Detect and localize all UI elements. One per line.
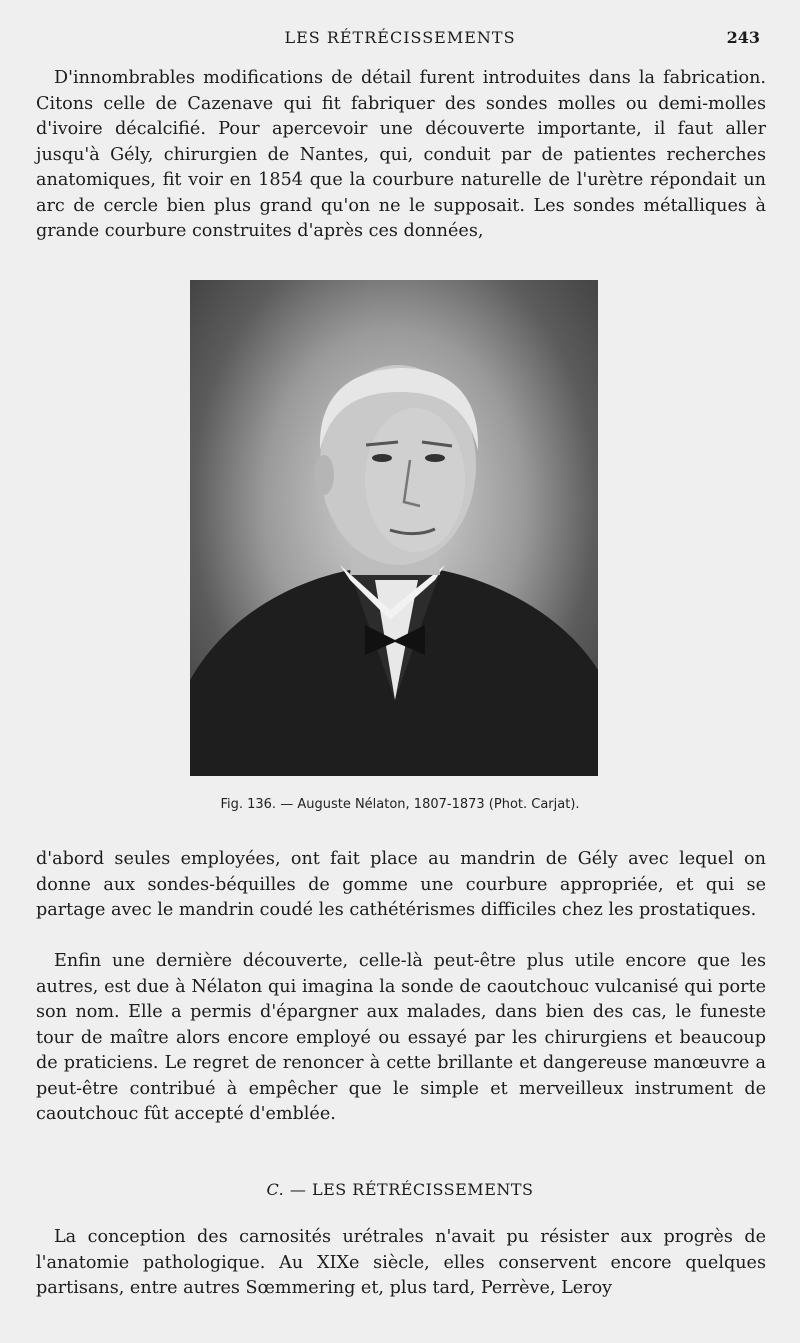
figure-caption: Fig. 136. — Auguste Nélaton, 1807-1873 (Phot. Carjat). (220, 797, 580, 812)
section-title: — LES RÉTRÉCISSEMENTS (289, 1180, 534, 1199)
running-title: LES RÉTRÉCISSEMENTS (284, 28, 516, 47)
page-number: 243 (726, 28, 760, 47)
paragraph-carnosites: La conception des carnosités urétrales n'avait pu résister aux progrès de l'anatomie pathologique. Au XIXe siècle, elles conservent encore quelques partisans, entre autres Sœmmering et, plus tard, Perrève, Leroy (36, 1227, 766, 1298)
portrait-illustration (190, 280, 598, 776)
paragraph-mandrin: d'abord seules employées, ont fait place au mandrin de Gély avec lequel on donne aux sondes-béquilles de gomme une courbure appropriée, et qui se partage avec le mandrin coudé les cathétérismes difficiles chez les prostatiques. (36, 849, 766, 920)
portrait-photo (190, 280, 598, 776)
section-heading (0, 1180, 800, 1199)
paragraph-nelaton: Enfin une dernière découverte, celle-là peut-être plus utile encore que les autres, est due à Nélaton qui imagina la sonde de caoutchouc vulcanisé qui porte son nom. Elle a permis d'épargner aux malades, dans bien des cas, le funeste tour de maître alors encore employé ou essayé par les chirurgiens et beaucoup de praticiens. Le regret de renoncer à cette brillante et dangereuse manœuvre a peut-être contribué à empêcher que le simple et merveilleux instrument de caoutchouc fût accepté d'emblée. (36, 951, 766, 1124)
section-label: C. (266, 1180, 285, 1199)
running-head (0, 28, 800, 52)
paragraph-gely: D'innombrables modifications de détail furent introduites dans la fabrication. Citons celle de Cazenave qui fit fabriquer des sondes molles ou demi-molles d'ivoire décalcifié. Pour apercevoir une découverte importante, il faut aller jusqu'à Gély, chirurgien de Nantes, qui, conduit par de patientes recherches anatomiques, fit voir en 1854 que la courbure naturelle de l'urètre répondait un arc de cercle bien plus grand qu'on ne le supposait. Les sondes métalliques à grande courbure construites d'après ces données, (36, 68, 766, 241)
